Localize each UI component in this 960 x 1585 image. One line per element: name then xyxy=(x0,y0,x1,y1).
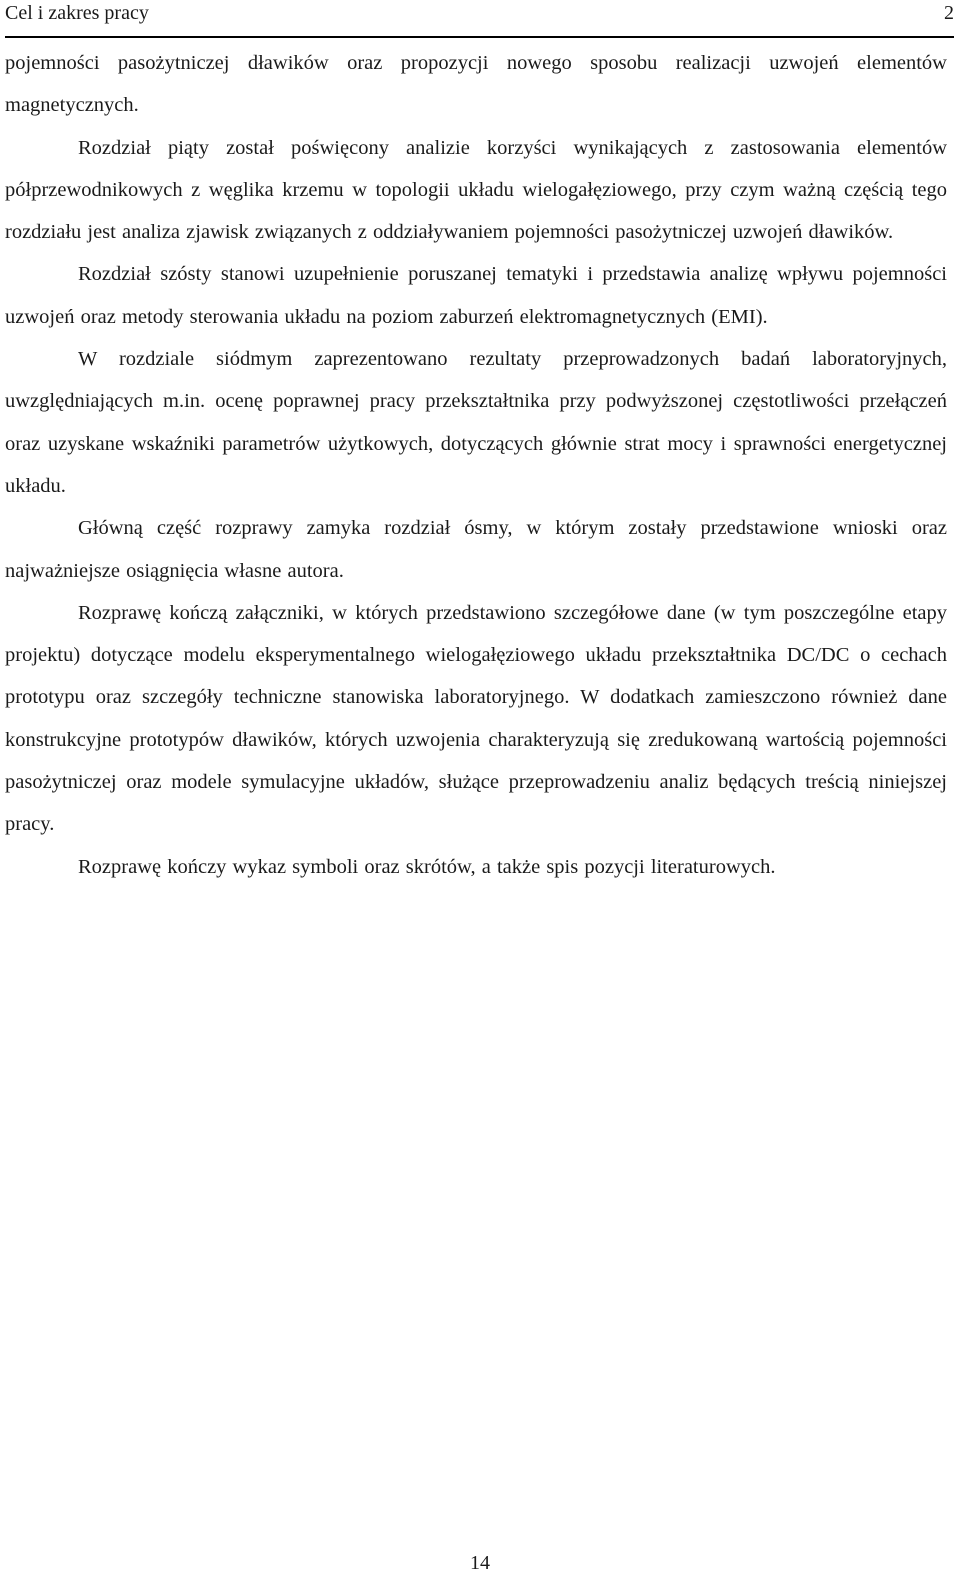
page-number: 14 xyxy=(470,1552,490,1574)
paragraph-chapter-five: Rozdział piąty został poświęcony analizie korzyści wynikających z zastosowania elementów półprzewodnikowych z węglika krzemu w topologii układu wielogałęziowego, przy czym ważną częścią tego rozdziału jest analiza zjawisk związanych z oddziaływaniem pojemności pasożytniczej uzwojeń dławików. xyxy=(5,136,947,244)
running-header xyxy=(5,0,954,38)
paragraph-chapter-six: Rozdział szósty stanowi uzupełnienie poruszanej tematyki i przedstawia analizę wpływu pojemności uzwojeń oraz metody sterowania układu na poziom zaburzeń elektromagnetycznych (EMI). xyxy=(5,263,947,328)
paragraph-chapter-seven: W rozdziale siódmym zaprezentowano rezultaty przeprowadzonych badań laboratoryjnych, uwzględniających m.in. ocenę poprawnej pracy przekształtnika przy podwyższonej częstotliwości przełączeń oraz uzyskane wskaźniki parametrów użytkowych, dotyczących głównie strat mocy i sprawności energetycznej układu. xyxy=(5,348,947,497)
body-text xyxy=(5,42,947,888)
paragraph-chapter-eight: Główną część rozprawy zamyka rozdział ósmy, w którym zostały przedstawione wnioski oraz najważniejsze osiągnięcia własne autora. xyxy=(5,517,947,582)
paragraph-symbols: Rozprawę kończy wykaz symboli oraz skrótów, a także spis pozycji literaturowych. xyxy=(78,855,776,878)
chapter-page-number: 2 xyxy=(944,2,954,24)
paragraph-continuation: pojemności pasożytniczej dławików oraz propozycji nowego sposobu realizacji uzwojeń elementów magnetycznych. xyxy=(5,52,947,117)
paragraph-appendices: Rozprawę kończą załączniki, w których przedstawiono szczegółowe dane (w tym poszczególne etapy projektu) dotyczące modelu eksperymentalnego wielogałęziowego układu przekształtnika DC/DC o cechach prototypu oraz szczegóły techniczne stanowiska laboratoryjnego. W dodatkach zamieszczono również dane konstrukcyjne prototypów dławików, których uzwojenia charakteryzują się zredukowaną wartością pojemności pasożytniczej oraz modele symulacyjne układów, służące przeprowadzeniu analiz będących treścią niniejszej pracy. xyxy=(5,601,947,836)
chapter-title: Cel i zakres pracy xyxy=(5,2,149,24)
